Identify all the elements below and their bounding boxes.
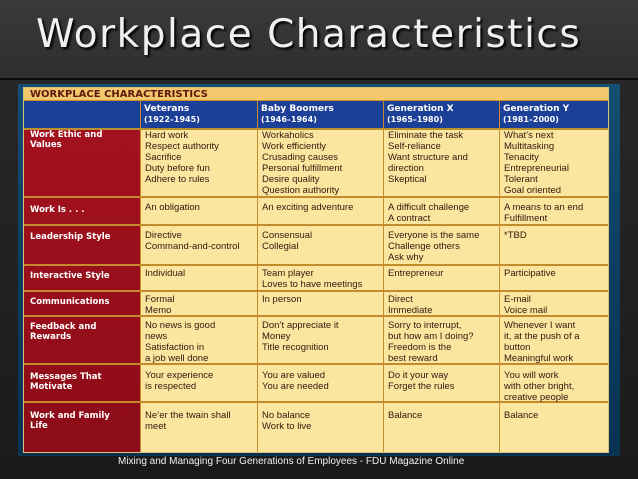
table-cell: No balance Work to live (262, 410, 312, 432)
table-cell: Whenever I want it, at the push of a button Meaningful work (504, 320, 580, 364)
table-cell: *TBD (504, 230, 527, 241)
row-label-column-header (24, 101, 140, 130)
row-label-divider (24, 264, 140, 266)
gen-header-veterans (140, 101, 257, 130)
column-divider (499, 101, 500, 452)
table-cell: Your experience is respected (145, 370, 214, 392)
row-label-leadership-style: Leadership Style (30, 232, 111, 242)
row-divider (140, 264, 608, 266)
row-label-divider (24, 290, 140, 292)
title-band (0, 0, 638, 80)
row-label-work-family-life: Work and Family Life (30, 411, 110, 431)
table-cell: No news is good news Satisfaction in a job well done (145, 320, 216, 364)
table-cell: Everyone is the same Challenge others Ask why (388, 230, 480, 263)
table-cell: Consensual Collegial (262, 230, 313, 252)
table-cell: A difficult challenge A contract (388, 202, 470, 224)
table-cell: Hard work Respect authority Sacrifice Duty before fun Adhere to rules (145, 130, 219, 185)
column-divider (140, 101, 141, 452)
table-cell: Individual (145, 268, 186, 279)
table-cell: Balance (504, 410, 539, 421)
row-label-work-is: Work Is . . . (30, 205, 85, 215)
gen-years: (1981–2000) (503, 115, 559, 124)
slide-title: Workplace Characteristics (36, 12, 582, 57)
row-label-divider (24, 196, 140, 198)
table-cell: Formal Memo (145, 294, 175, 316)
gen-years: (1946–1964) (261, 115, 317, 124)
gen-header-generation-x (383, 101, 499, 130)
gen-name: Generation X (387, 104, 454, 114)
table-header-title: WORKPLACE CHARACTERISTICS (24, 88, 608, 101)
table-cell: Participative (504, 268, 556, 279)
gen-name: Veterans (144, 104, 190, 114)
table-cell: Don’t appreciate it Money Title recognition (262, 320, 339, 353)
table-cell: Eliminate the task Self-reliance Want structure and direction Skeptical (388, 130, 468, 185)
column-divider (383, 101, 384, 452)
gen-years: (1922–1945) (144, 115, 200, 124)
table-cell: E-mail Voice mail (504, 294, 548, 316)
table-cell: Do it your way Forget the rules (388, 370, 455, 392)
table-cell: You are valued You are needed (262, 370, 329, 392)
table-cell: You will work with other bright, creative people (504, 370, 575, 403)
table-cell: What’s next Multitasking Tenacity Entrepreneurial Tolerant Goal oriented (504, 130, 569, 196)
gen-header-baby-boomers (257, 101, 383, 130)
row-label-divider (24, 315, 140, 317)
table-cell: An exciting adventure (262, 202, 354, 213)
row-label-messages-motivate: Messages That Motivate (30, 372, 102, 392)
table-cell: Team player Loves to have meetings (262, 268, 363, 290)
row-label-feedback-rewards: Feedback and Rewards (30, 322, 97, 342)
gen-header-generation-y (499, 101, 608, 130)
row-divider (140, 196, 608, 198)
table-cell: Balance (388, 410, 423, 421)
table-cell: Direct Immediate (388, 294, 433, 316)
source-caption: Mixing and Managing Four Generations of Employees - FDU Magazine Online (118, 456, 465, 467)
table-cell: Ne’er the twain shall meet (145, 410, 231, 432)
row-label-communications: Communications (30, 297, 110, 307)
row-divider (140, 290, 608, 292)
row-label-divider (24, 401, 140, 403)
gen-years: (1965–1980) (387, 115, 443, 124)
row-label-work-ethic: Work Ethic and Values (30, 130, 103, 150)
row-label-divider (24, 363, 140, 365)
column-divider (257, 101, 258, 452)
table-cell: An obligation (145, 202, 200, 213)
table-cell: Sorry to interrupt, but how am I doing? Freedom is the best reward (388, 320, 474, 364)
row-divider (140, 224, 608, 226)
gen-name: Baby Boomers (261, 104, 334, 114)
table-cell: In person (262, 294, 302, 305)
table-cell: Workaholics Work efficiently Crusading causes Personal fulfillment Desire quality Question authority (262, 130, 343, 196)
row-label-interactive-style: Interactive Style (30, 271, 110, 281)
table-cell: Directive Command-and-control (145, 230, 240, 252)
table-cell: A means to an end Fulfillment (504, 202, 584, 224)
gen-name: Generation Y (503, 104, 570, 114)
row-label-divider (24, 224, 140, 226)
workplace-characteristics-table (24, 88, 608, 452)
table-cell: Entrepreneur (388, 268, 444, 279)
